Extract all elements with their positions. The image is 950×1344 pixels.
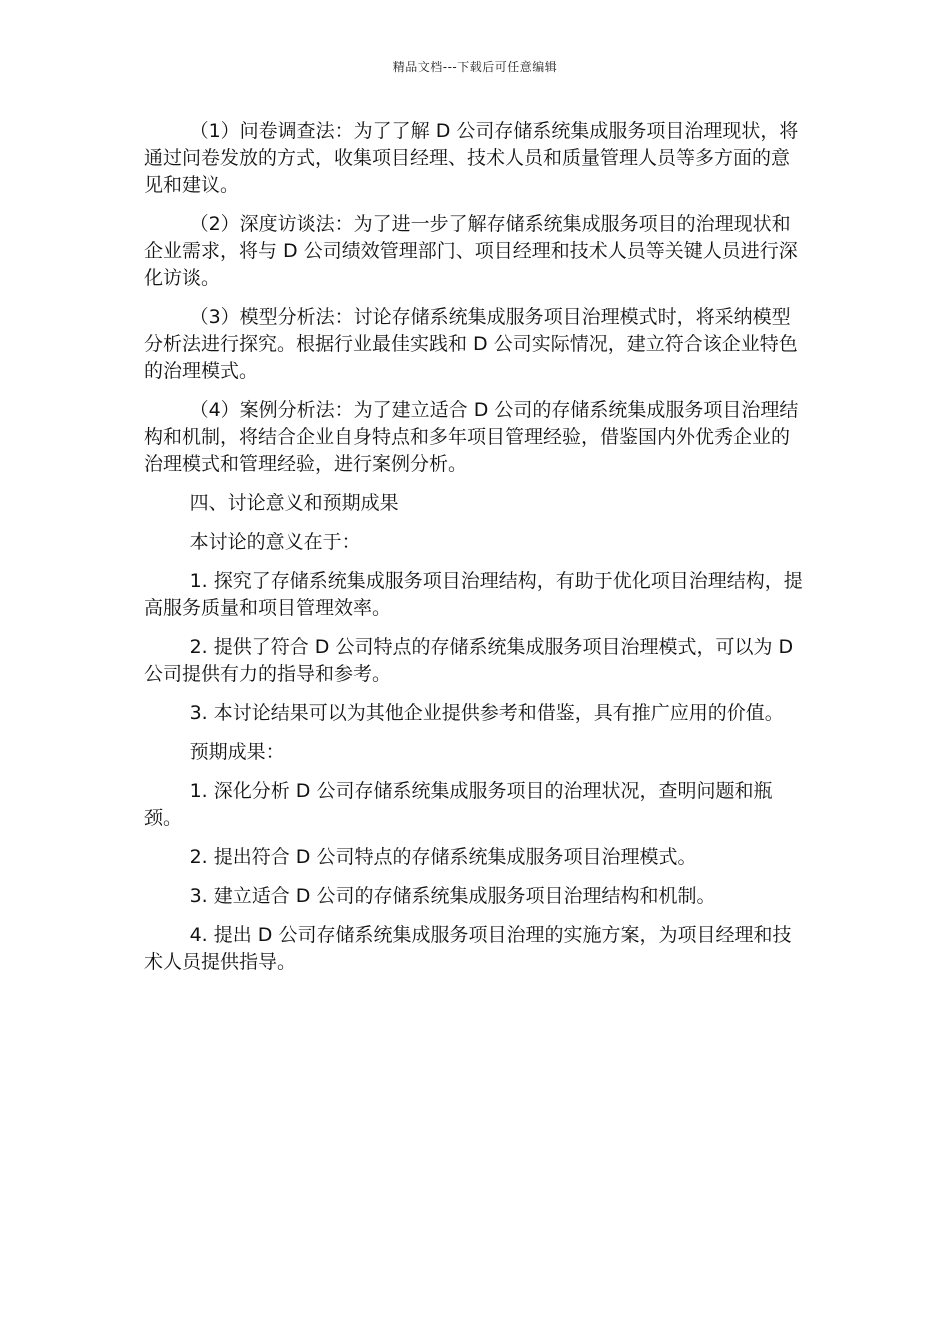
paragraph-significance-3: 3. 本讨论结果可以为其他企业提供参考和借鉴，具有推广应用的价值。 bbox=[189, 702, 784, 724]
section-heading: 四、讨论意义和预期成果 bbox=[189, 492, 399, 514]
paragraph-outcome-4: 4. 提出 D 公司存储系统集成服务项目治理的实施方案，为项目经理和技术人员提供指导。 bbox=[144, 924, 792, 973]
paragraph-method-model-analysis: （3）模型分析法：讨论存储系统集成服务项目治理模式时，将采纳模型分析法进行探究。根据行业最佳实践和 D 公司实际情况，建立符合该企业特色的治理模式。 bbox=[144, 306, 798, 382]
paragraph-method-questionnaire: （1）问卷调查法：为了了解 D 公司存储系统集成服务项目治理现状，将通过问卷发放的方式，收集项目经理、技术人员和质量管理人员等多方面的意见和建议。 bbox=[144, 120, 799, 196]
paragraph-significance-2: 2. 提供了符合 D 公司特点的存储系统集成服务项目治理模式，可以为 D 公司提供有力的指导和参考。 bbox=[144, 636, 794, 685]
paragraph-significance-intro: 本讨论的意义在于： bbox=[189, 531, 361, 553]
paragraph-significance-1: 1. 探究了存储系统集成服务项目治理结构，有助于优化项目治理结构，提高服务质量和项目管理效率。 bbox=[144, 570, 803, 619]
document-body bbox=[144, 118, 806, 988]
paragraph-outcome-2: 2. 提出符合 D 公司特点的存储系统集成服务项目治理模式。 bbox=[189, 846, 697, 868]
paragraph-outcome-1: 1. 深化分析 D 公司存储系统集成服务项目的治理状况，查明问题和瓶颈。 bbox=[144, 780, 773, 829]
paragraph-outcomes-intro: 预期成果： bbox=[189, 741, 285, 763]
paragraph-method-case-analysis: （4）案例分析法：为了建立适合 D 公司的存储系统集成服务项目治理结构和机制，将结合企业自身特点和多年项目管理经验，借鉴国内外优秀企业的治理模式和管理经验，进行案例分析。 bbox=[144, 399, 799, 475]
paragraph-method-interview: （2）深度访谈法：为了进一步了解存储系统集成服务项目的治理现状和企业需求，将与 D 公司绩效管理部门、项目经理和技术人员等关键人员进行深化访谈。 bbox=[144, 213, 798, 289]
page-header: 精品文档---下载后可任意编辑 bbox=[392, 60, 558, 74]
paragraph-outcome-3: 3. 建立适合 D 公司的存储系统集成服务项目治理结构和机制。 bbox=[189, 885, 716, 907]
